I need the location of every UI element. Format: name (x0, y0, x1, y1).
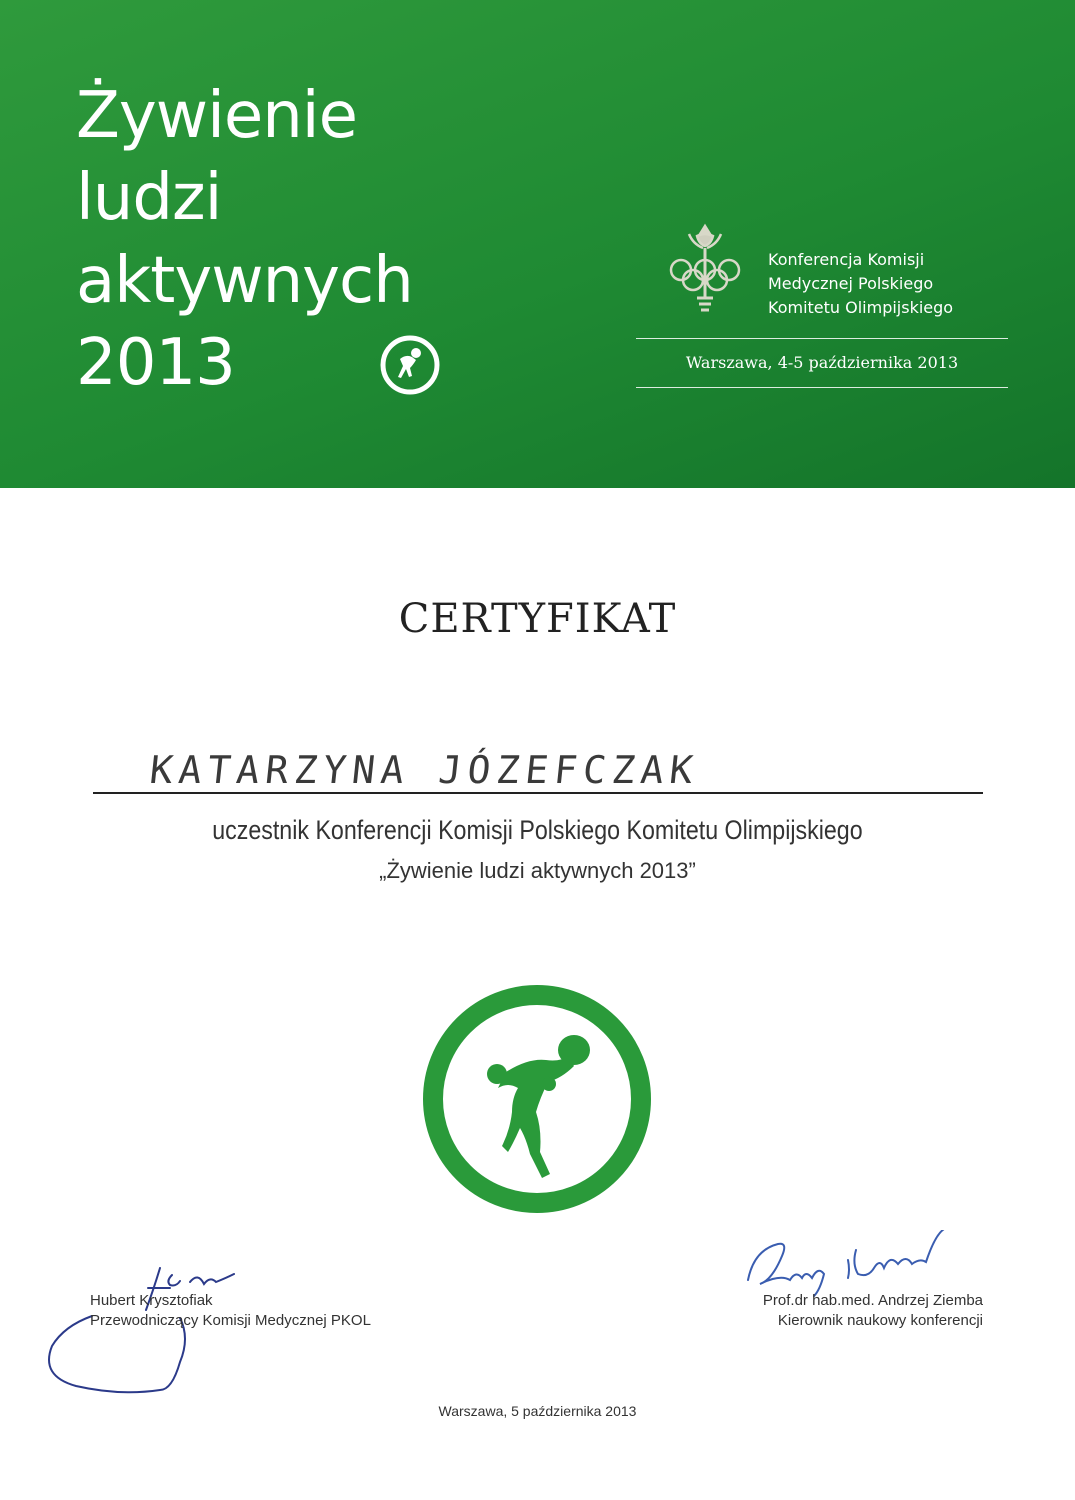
conference-title: „Żywienie ludzi aktywnych 2013” (379, 858, 696, 883)
conference-line-2: Medycznej Polskiego (768, 274, 934, 293)
conference-organizer (768, 248, 953, 320)
banner-title-line-4: 2013 (76, 326, 235, 400)
left-signatory-name: Hubert Krysztofiak (90, 1292, 213, 1309)
athlete-logo-icon (418, 980, 656, 1218)
banner-title-line-3: aktywnych (76, 244, 413, 318)
conference-date: Warszawa, 4-5 października 2013 (685, 353, 959, 372)
participant-statement: uczestnik Konferencji Komisji Polskiego Komitetu Olimpijskiego (212, 815, 863, 845)
right-signatory (740, 1291, 983, 1331)
issue-date: Warszawa, 5 października 2013 (438, 1403, 637, 1419)
certificate-heading: CERTYFIKAT (398, 596, 677, 642)
left-signatory-role: Przewodniczący Komisji Medycznej PKOL (90, 1312, 371, 1329)
athlete-badge-icon (378, 333, 442, 397)
banner-title-line-1: Żywienie (76, 79, 357, 153)
right-signature-icon (738, 1230, 968, 1300)
header-banner (0, 0, 1075, 488)
right-signatory-role: Kierownik naukowy konferencji (777, 1312, 983, 1329)
divider-top (636, 338, 1008, 339)
left-signature-icon (40, 1240, 290, 1425)
conference-line-3: Komitetu Olimpijskiego (768, 298, 954, 317)
name-underline (93, 792, 983, 794)
right-signatory-name: Prof.dr hab.med. Andrzej Ziemba (762, 1292, 983, 1309)
left-signatory (90, 1291, 371, 1331)
conference-line-1: Konferencja Komisji (768, 250, 925, 269)
olympic-eagle-emblem-icon (667, 222, 743, 318)
divider-bottom (636, 387, 1008, 388)
banner-title-line-2: ludzi (76, 161, 222, 235)
recipient-name: KATARZYNA JÓZEFCZAK (147, 748, 701, 792)
